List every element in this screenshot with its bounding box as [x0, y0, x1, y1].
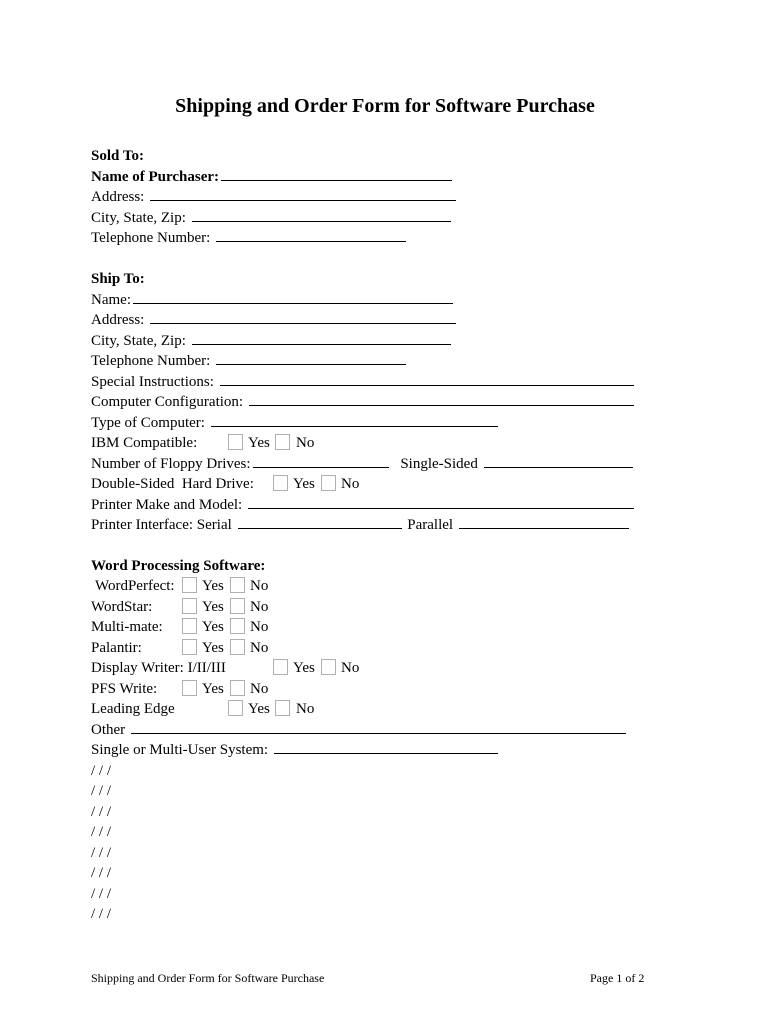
- sold-to-heading: Sold To:: [91, 148, 144, 164]
- continuation-mark: / / /: [91, 763, 112, 779]
- computer-config-label: Computer Configuration:: [91, 394, 244, 410]
- wp-label-palantir: Palantir:: [91, 640, 142, 656]
- footer-page-number: Page 1 of 2: [590, 971, 645, 985]
- ship-to-heading: Ship To:: [91, 271, 145, 287]
- wordperfect-no-label: No: [250, 578, 269, 594]
- leading-edge-yes-label: Yes: [248, 701, 270, 717]
- multimate-yes-label: Yes: [202, 619, 224, 635]
- palantir-yes-checkbox[interactable]: [182, 639, 197, 655]
- palantir-no-checkbox[interactable]: [230, 639, 245, 655]
- double-sided-yes-checkbox[interactable]: [273, 475, 288, 491]
- ibm-no-checkbox[interactable]: [275, 434, 290, 450]
- multimate-no-label: No: [250, 619, 269, 635]
- computer-type-label: Type of Computer:: [91, 415, 205, 431]
- wp-label-wordstar: WordStar:: [91, 599, 153, 615]
- floppy-drives-field[interactable]: [253, 454, 389, 468]
- sold-to-address-row: [91, 187, 456, 207]
- pfs-write-no-label: No: [250, 681, 269, 697]
- ship-to-name-label: Name:: [91, 292, 131, 308]
- leading-edge-yes-checkbox[interactable]: [228, 700, 243, 716]
- printer-serial-field[interactable]: [238, 515, 402, 529]
- continuation-mark: / / /: [91, 886, 112, 902]
- ship-to-name-row: [91, 290, 453, 310]
- wordperfect-no-checkbox[interactable]: [230, 577, 245, 593]
- ship-to-city-label: City, State, Zip:: [91, 333, 186, 349]
- page-title: Shipping and Order Form for Software Purchase: [175, 95, 595, 117]
- ship-to-city-row: [91, 331, 451, 351]
- user-system-row: [91, 740, 498, 760]
- display-writer-no-label: No: [341, 660, 360, 676]
- double-sided-no-checkbox[interactable]: [321, 475, 336, 491]
- user-system-label: Single or Multi-User System:: [91, 742, 269, 758]
- computer-config-field[interactable]: [249, 392, 634, 406]
- sold-to-phone-row: [91, 228, 406, 248]
- palantir-no-label: No: [250, 640, 269, 656]
- single-sided-label: Single-Sided: [400, 456, 478, 472]
- pfs-write-yes-label: Yes: [202, 681, 224, 697]
- sold-to-city-label: City, State, Zip:: [91, 210, 186, 226]
- wp-row-pfs-write: [91, 679, 651, 699]
- wp-row-palantir: [91, 638, 651, 658]
- wp-other-row: [91, 720, 626, 740]
- continuation-mark: / / /: [91, 845, 112, 861]
- wp-row-wordperfect: [91, 576, 651, 596]
- multimate-no-checkbox[interactable]: [230, 618, 245, 634]
- sold-to-city-row: [91, 208, 451, 228]
- wp-label-multimate: Multi-mate:: [91, 619, 163, 635]
- ibm-compatible-label: IBM Compatible:: [91, 435, 198, 451]
- display-writer-yes-label: Yes: [293, 660, 315, 676]
- wordstar-yes-checkbox[interactable]: [182, 598, 197, 614]
- sold-to-name-field[interactable]: [221, 167, 452, 181]
- leading-edge-no-checkbox[interactable]: [275, 700, 290, 716]
- single-sided-field[interactable]: [484, 454, 633, 468]
- wp-label-pfs-write: PFS Write:: [91, 681, 158, 697]
- ship-to-phone-label: Telephone Number:: [91, 353, 211, 369]
- pfs-write-yes-checkbox[interactable]: [182, 680, 197, 696]
- special-instructions-label: Special Instructions:: [91, 374, 214, 390]
- continuation-mark: / / /: [91, 783, 112, 799]
- wordstar-yes-label: Yes: [202, 599, 224, 615]
- sold-to-address-label: Address:: [91, 189, 145, 205]
- wordperfect-yes-label: Yes: [202, 578, 224, 594]
- computer-type-row: [91, 413, 498, 433]
- parallel-label: Parallel: [407, 517, 454, 533]
- ibm-compatible-row: [91, 433, 651, 453]
- ibm-yes-checkbox[interactable]: [228, 434, 243, 450]
- ibm-no-label: No: [296, 435, 315, 451]
- wp-other-field[interactable]: [131, 720, 626, 734]
- double-sided-no-label: No: [341, 476, 360, 492]
- continuation-mark: / / /: [91, 824, 112, 840]
- computer-type-field[interactable]: [211, 413, 498, 427]
- ship-to-phone-row: [91, 351, 406, 371]
- ship-to-address-row: [91, 310, 456, 330]
- printer-make-row: [91, 495, 634, 515]
- ship-to-name-field[interactable]: [133, 290, 453, 304]
- wordperfect-yes-checkbox[interactable]: [182, 577, 197, 593]
- user-system-field[interactable]: [274, 740, 498, 754]
- wordstar-no-label: No: [250, 599, 269, 615]
- continuation-mark: / / /: [91, 865, 112, 881]
- footer-title: Shipping and Order Form for Software Purchase: [91, 971, 325, 985]
- sold-to-phone-field[interactable]: [216, 228, 406, 242]
- display-writer-yes-checkbox[interactable]: [273, 659, 288, 675]
- wp-row-multimate: [91, 617, 651, 637]
- word-processing-heading: Word Processing Software:: [91, 558, 266, 574]
- special-instructions-row: [91, 372, 634, 392]
- wp-row-display-writer: [91, 658, 651, 678]
- printer-make-label: Printer Make and Model:: [91, 497, 243, 513]
- sold-to-name-row: [91, 167, 452, 187]
- printer-parallel-field[interactable]: [459, 515, 629, 529]
- double-sided-yes-label: Yes: [293, 476, 315, 492]
- wordstar-no-checkbox[interactable]: [230, 598, 245, 614]
- ibm-yes-label: Yes: [248, 435, 270, 451]
- sold-to-address-field[interactable]: [150, 187, 456, 201]
- special-instructions-field[interactable]: [220, 372, 634, 386]
- computer-config-row: [91, 392, 634, 412]
- ship-to-phone-field[interactable]: [216, 351, 406, 365]
- ship-to-address-field[interactable]: [150, 310, 456, 324]
- continuation-mark: / / /: [91, 804, 112, 820]
- ship-to-city-field[interactable]: [192, 331, 451, 345]
- sold-to-phone-label: Telephone Number:: [91, 230, 211, 246]
- leading-edge-no-label: No: [296, 701, 315, 717]
- printer-interface-label: Printer Interface: Serial: [91, 517, 232, 533]
- double-sided-label: Double-Sided Hard Drive:: [91, 476, 254, 492]
- floppy-drives-row: [91, 454, 633, 474]
- wp-row-wordstar: [91, 597, 651, 617]
- sold-to-city-field[interactable]: [192, 208, 451, 222]
- sold-to-name-label: Name of Purchaser:: [91, 169, 220, 185]
- printer-make-field[interactable]: [248, 495, 634, 509]
- printer-interface-row: [91, 515, 629, 535]
- multimate-yes-checkbox[interactable]: [182, 618, 197, 634]
- wp-label-leading-edge: Leading Edge: [91, 701, 175, 717]
- continuation-mark: / / /: [91, 906, 112, 922]
- wp-label-wordperfect: WordPerfect:: [95, 578, 175, 594]
- wp-other-label: Other: [91, 722, 126, 738]
- display-writer-no-checkbox[interactable]: [321, 659, 336, 675]
- floppy-drives-label: Number of Floppy Drives:: [91, 456, 251, 472]
- wp-label-display-writer: Display Writer: I/II/III: [91, 660, 226, 676]
- wp-row-leading-edge: [91, 699, 651, 719]
- pfs-write-no-checkbox[interactable]: [230, 680, 245, 696]
- double-sided-row: [91, 474, 651, 494]
- palantir-yes-label: Yes: [202, 640, 224, 656]
- ship-to-address-label: Address:: [91, 312, 145, 328]
